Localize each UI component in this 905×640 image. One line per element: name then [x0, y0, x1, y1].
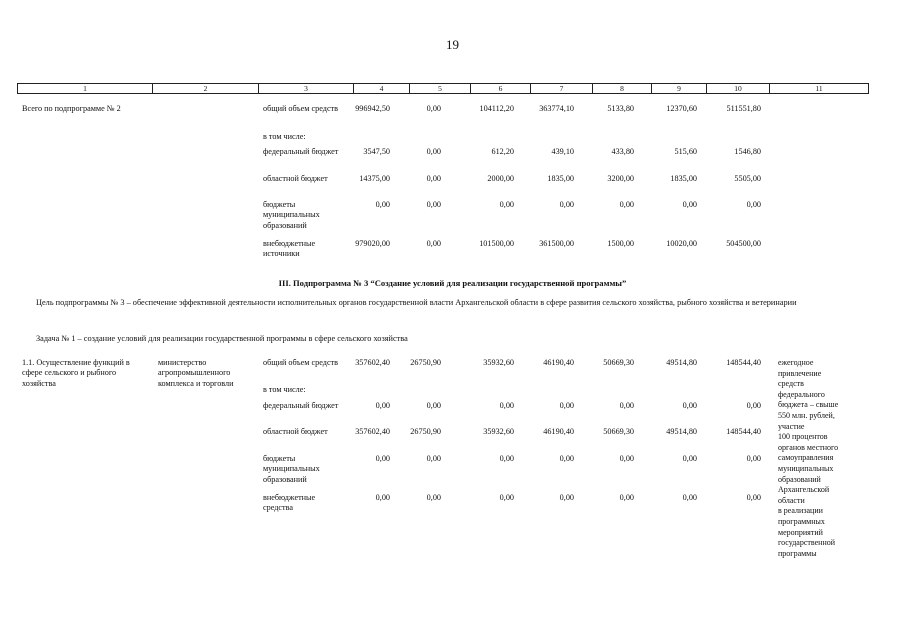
- amount-total: 3547,50: [363, 147, 390, 156]
- amount-year: 504500,00: [726, 239, 761, 248]
- amount-year: 46190,40: [543, 427, 574, 436]
- result-line: Архангельской: [778, 485, 830, 495]
- amount-year: 0,00: [746, 401, 761, 410]
- amount-year: 515,60: [674, 147, 697, 156]
- funding-source: федеральный бюджет: [263, 401, 339, 410]
- amount-year: 46190,40: [543, 358, 574, 367]
- amount-year: 1500,00: [607, 239, 634, 248]
- amount-total: 996942,50: [355, 104, 390, 113]
- amount-year: 10020,00: [666, 239, 697, 248]
- item-executor: министерство агропромышленного комплекса и торговли: [158, 358, 234, 388]
- amount-year: 0,00: [559, 401, 574, 410]
- amount-year: 0,00: [499, 401, 514, 410]
- amount-year: 511551,80: [726, 104, 761, 113]
- result-line: органов местного: [778, 442, 839, 452]
- section-title: III. Подпрограмма № 3 “Создание условий для реализации государственной программы”: [278, 278, 627, 288]
- amount-year: 0,00: [682, 200, 697, 209]
- amount-year: 439,10: [551, 147, 574, 156]
- amount-year: 50669,30: [603, 358, 634, 367]
- amount-year: 361500,00: [539, 239, 574, 248]
- amount-year: 35932,60: [483, 427, 514, 436]
- subprogram2-label: Всего по подпрограмме № 2: [22, 104, 121, 113]
- amount-year: 104112,20: [479, 104, 514, 113]
- amount-year: 0,00: [746, 493, 761, 502]
- amount-year: 1835,00: [547, 174, 574, 183]
- col-number-4: 4: [354, 84, 410, 93]
- amount-year: 101500,00: [479, 239, 514, 248]
- funding-source: бюджеты муниципальных образований: [263, 200, 320, 230]
- result-line: образований: [778, 474, 821, 484]
- amount-year: 0,00: [426, 174, 441, 183]
- col-number-7: 7: [531, 84, 593, 93]
- amount-year: 148544,40: [726, 358, 761, 367]
- amount-year: 26750,90: [410, 358, 441, 367]
- result-line: муниципальных: [778, 463, 834, 473]
- amount-year: 148544,40: [726, 427, 761, 436]
- result-line: бюджета – свыше: [778, 400, 839, 410]
- amount-total: 0,00: [375, 401, 390, 410]
- amount-year: 0,00: [426, 200, 441, 209]
- result-line: государственной: [778, 538, 836, 548]
- amount-year: 0,00: [426, 454, 441, 463]
- amount-year: 612,20: [491, 147, 514, 156]
- amount-total: 0,00: [375, 493, 390, 502]
- amount-year: 0,00: [499, 493, 514, 502]
- result-line: 100 процентов: [778, 432, 828, 442]
- amount-total: 14375,00: [359, 174, 390, 183]
- amount-year: 0,00: [559, 200, 574, 209]
- result-line: участие: [778, 421, 805, 431]
- goal-paragraph: Цель подпрограммы № 3 – обеспечение эффективной деятельности исполнительных органов государственной власти Архангельской области в сфере развития сельского хозяйства, рыбного хозяйства и ветеринарии: [36, 298, 797, 307]
- amount-year: 0,00: [619, 454, 634, 463]
- amount-year: 50669,30: [603, 427, 634, 436]
- amount-year: 0,00: [619, 200, 634, 209]
- amount-year: 0,00: [682, 493, 697, 502]
- amount-year: 0,00: [426, 104, 441, 113]
- col-number-9: 9: [652, 84, 707, 93]
- funding-source: бюджеты муниципальных образований: [263, 454, 320, 484]
- amount-year: 0,00: [426, 401, 441, 410]
- amount-total: 357602,40: [355, 358, 390, 367]
- amount-year: 0,00: [746, 454, 761, 463]
- col-number-5: 5: [410, 84, 471, 93]
- amount-year: 49514,80: [666, 358, 697, 367]
- item-name: 1.1. Осуществление функций в сфере сельского и рыбного хозяйства: [22, 358, 130, 388]
- amount-year: 0,00: [619, 401, 634, 410]
- funding-source: внебюджетные источники: [263, 239, 316, 259]
- col-number-11: 11: [815, 84, 823, 93]
- result-line: 550 млн. рублей,: [778, 410, 835, 420]
- result-line: самоуправления: [778, 453, 834, 463]
- result-line: в реализации: [778, 506, 823, 516]
- col-number-10: 10: [707, 84, 770, 93]
- funding-source: внебюджетные средства: [263, 493, 316, 513]
- amount-year: 0,00: [499, 454, 514, 463]
- amount-year: 2000,00: [487, 174, 514, 183]
- funding-source: общий объем средств: [263, 104, 339, 113]
- col-number-1: 1: [18, 84, 153, 93]
- amount-year: 3200,00: [607, 174, 634, 183]
- amount-year: 26750,90: [410, 427, 441, 436]
- amount-year: 0,00: [559, 493, 574, 502]
- result-line: программных: [778, 516, 825, 526]
- result-line: области: [778, 495, 805, 505]
- col-number-8: 8: [593, 84, 652, 93]
- result-line: мероприятий: [778, 527, 823, 537]
- amount-year: 1835,00: [670, 174, 697, 183]
- amount-year: 5133,80: [607, 104, 634, 113]
- funding-source: общий объем средств: [263, 358, 339, 367]
- funding-source: областной бюджет: [263, 427, 328, 436]
- amount-total: 0,00: [375, 200, 390, 209]
- amount-year: 0,00: [619, 493, 634, 502]
- amount-year: 0,00: [426, 493, 441, 502]
- expected-result: [778, 358, 858, 559]
- col-number-6: 6: [471, 84, 531, 93]
- result-line: привлечение: [778, 368, 822, 378]
- col-number-2: 2: [153, 84, 259, 93]
- amount-year: 0,00: [682, 454, 697, 463]
- amount-total: 357602,40: [355, 427, 390, 436]
- amount-year: 5505,00: [734, 174, 761, 183]
- amount-year: 0,00: [746, 200, 761, 209]
- amount-year: 433,80: [611, 147, 634, 156]
- amount-year: 0,00: [426, 239, 441, 248]
- amount-year: 1546,80: [734, 147, 761, 156]
- amount-year: 49514,80: [666, 427, 697, 436]
- result-line: ежегодное: [778, 358, 814, 367]
- result-line: средств: [778, 379, 804, 389]
- amount-total: 0,00: [375, 454, 390, 463]
- amount-year: 12370,60: [666, 104, 697, 113]
- result-line: федерального: [778, 389, 825, 399]
- amount-total: 979020,00: [355, 239, 390, 248]
- amount-year: 0,00: [499, 200, 514, 209]
- amount-year: 35932,60: [483, 358, 514, 367]
- result-line: программы: [778, 548, 817, 558]
- funding-source: федеральный бюджет: [263, 147, 339, 156]
- col-number-3: 3: [259, 84, 354, 93]
- funding-source: в том числе:: [263, 385, 306, 394]
- funding-source: областной бюджет: [263, 174, 328, 183]
- amount-year: 0,00: [682, 401, 697, 410]
- page-number: 19: [446, 37, 459, 52]
- task-paragraph: Задача № 1 – создание условий для реализации государственной программы в сфере сельского хозяйства: [36, 334, 408, 343]
- amount-year: 0,00: [426, 147, 441, 156]
- amount-year: 363774,10: [539, 104, 574, 113]
- amount-year: 0,00: [559, 454, 574, 463]
- funding-source: в том числе:: [263, 132, 306, 141]
- column-number-header: [17, 83, 869, 94]
